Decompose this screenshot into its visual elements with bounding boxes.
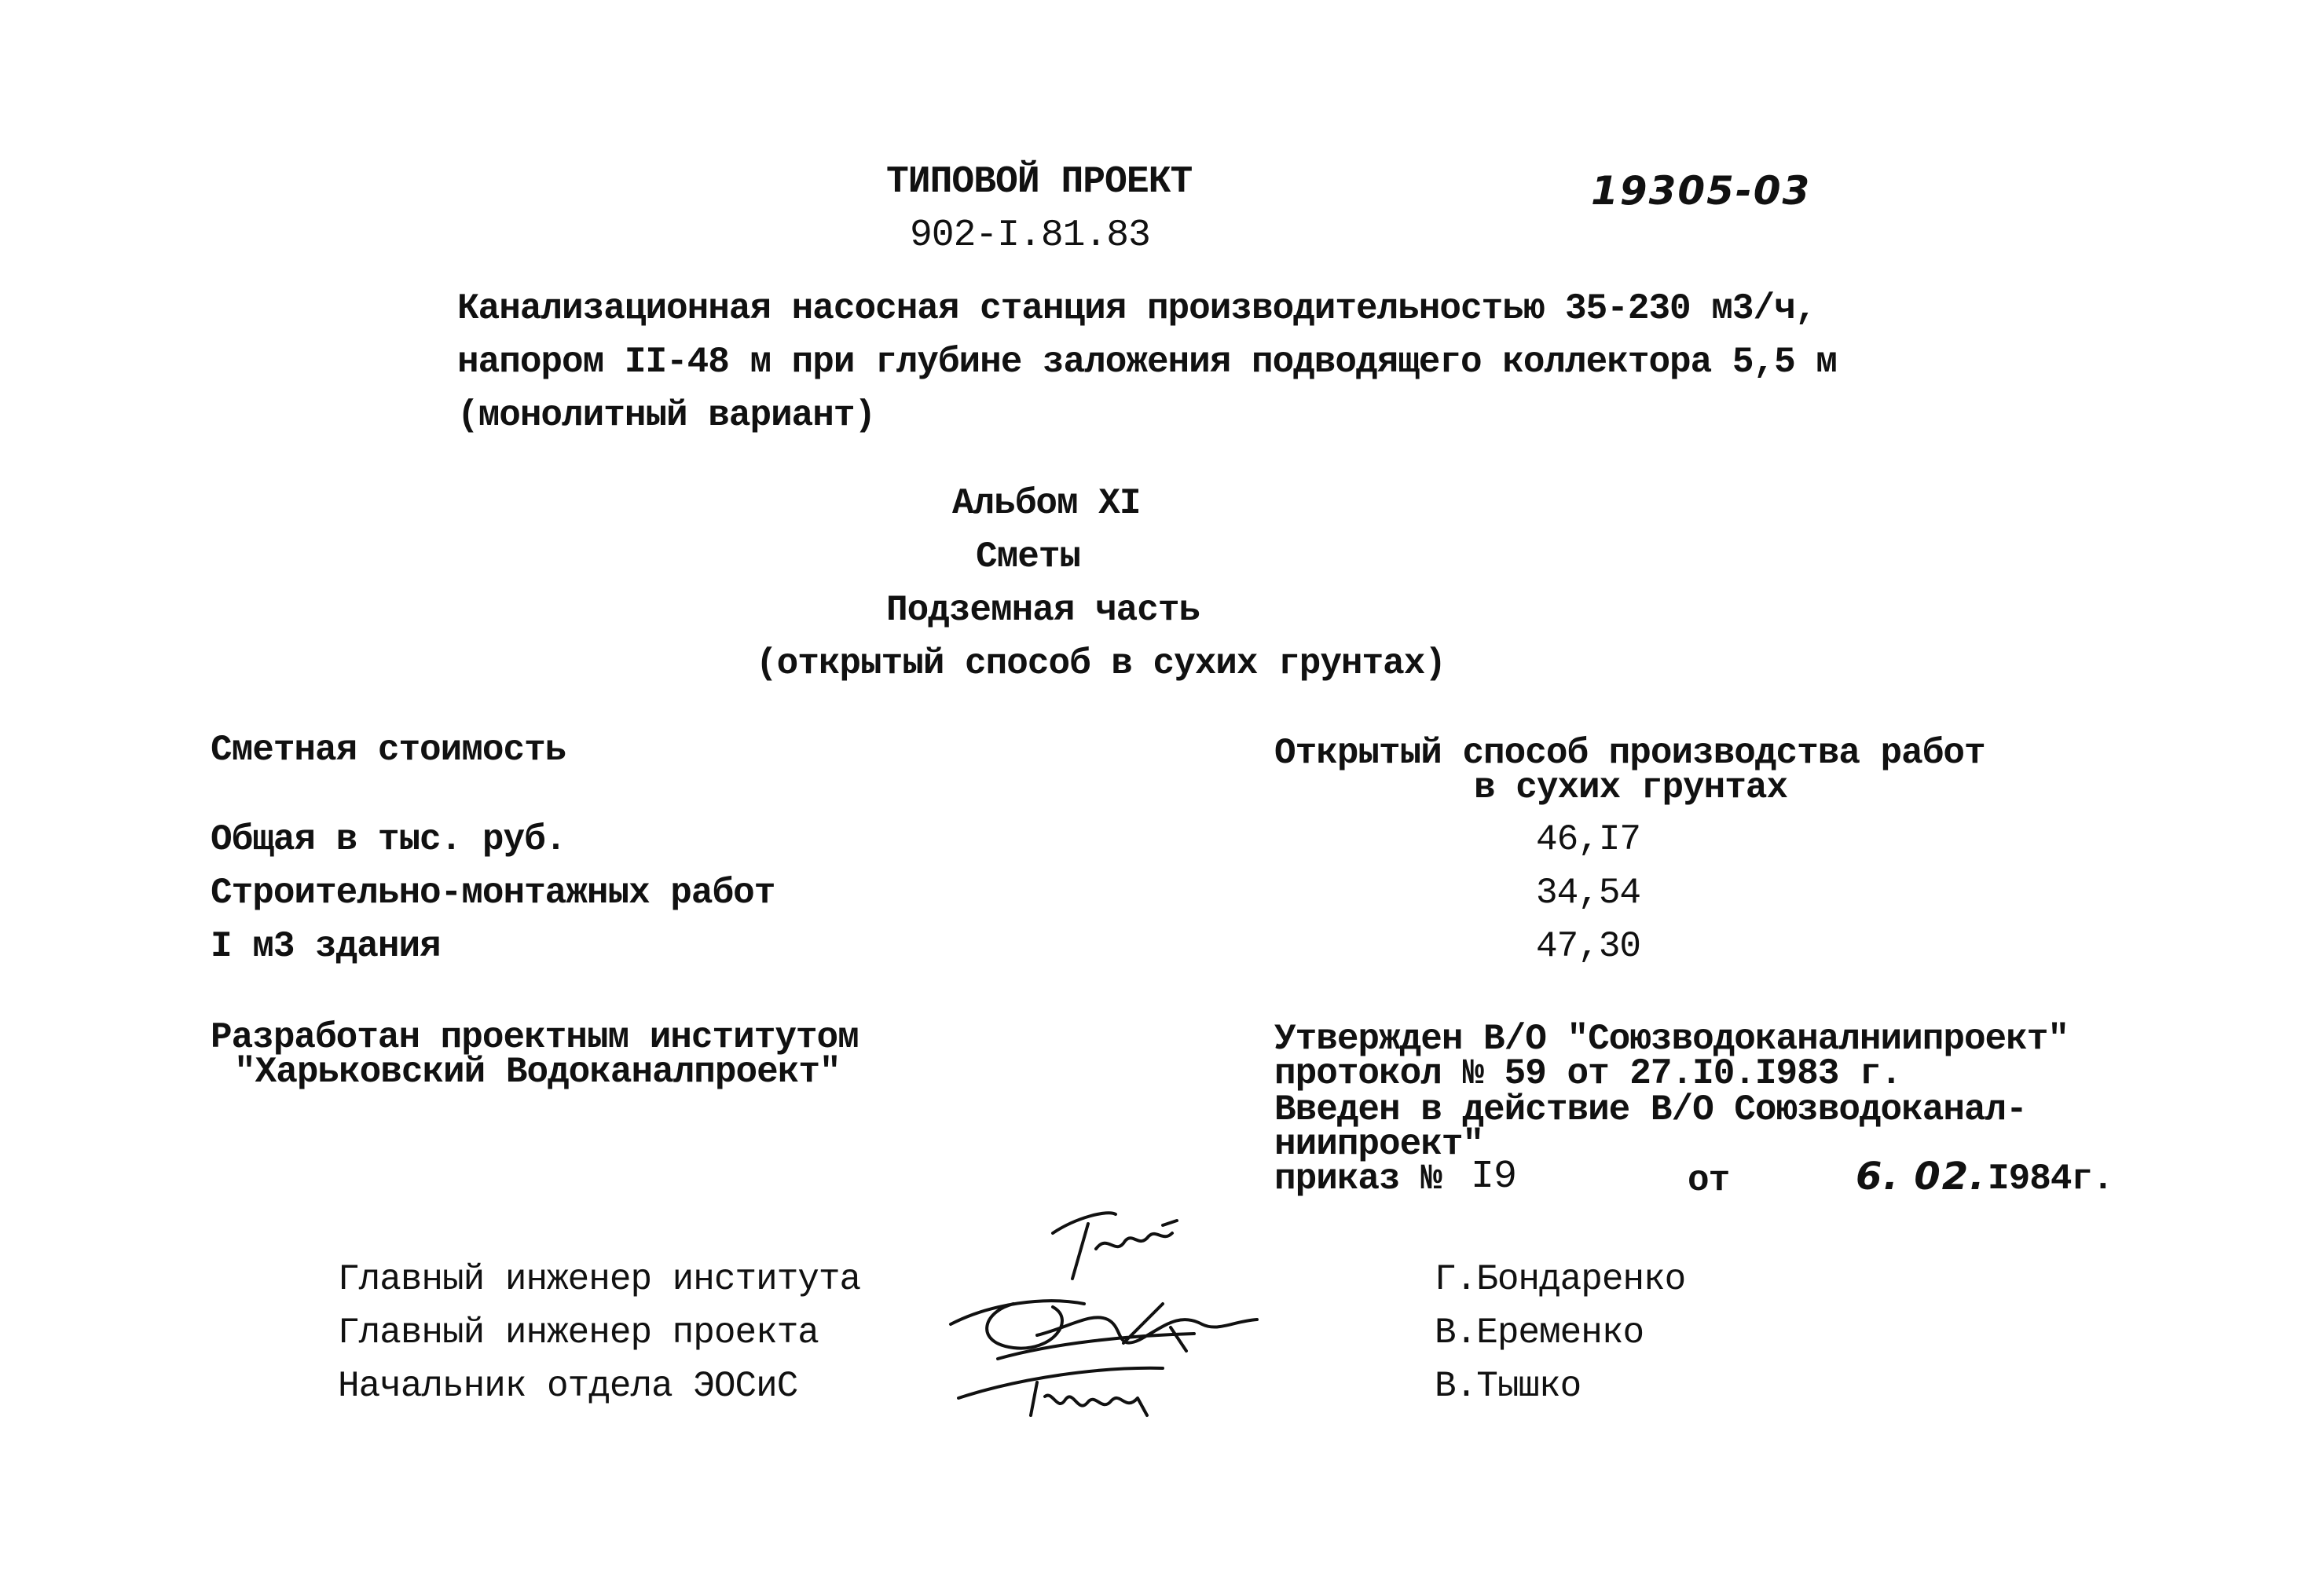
signatory-name: В.Тышко <box>1435 1366 1581 1407</box>
developer-line-1: Разработан проектным институтом <box>211 1017 859 1058</box>
order-from-label: от <box>1688 1160 1730 1201</box>
order-label: приказ № <box>1274 1159 1442 1199</box>
approval-line-3: Введен в действие В/О Союзводоканал- <box>1274 1089 2027 1130</box>
cost-column-heading-1: Открытый способ производства работ <box>1274 733 1985 774</box>
album-number: Альбом XI <box>952 483 1141 524</box>
album-part: Подземная часть <box>886 590 1200 631</box>
signatory-position: Начальник отдела ЭОСиС <box>338 1366 798 1407</box>
developer-line-2: "Харьковский Водоканалпроект" <box>234 1052 841 1093</box>
order-date-year: I984г. <box>1988 1159 2113 1199</box>
approval-line-2: протокол № 59 от 27.I0.I983 г. <box>1274 1053 1902 1094</box>
approval-line-4: ниипроект" <box>1274 1124 1484 1165</box>
title-line-2: напором II-48 м при глубине заложения подводящего коллектора 5,5 м <box>457 342 1837 383</box>
project-type: ТИПОВОЙ ПРОЕКТ <box>886 161 1193 203</box>
project-code: 902-I.81.83 <box>910 214 1150 257</box>
cost-heading: Сметная стоимость <box>211 730 566 771</box>
cost-row-label: Общая в тыс. руб. <box>211 819 566 860</box>
handwritten-signatures <box>927 1186 1288 1437</box>
signatory-name: Г.Бондаренко <box>1435 1259 1686 1300</box>
cost-column-heading-2: в сухих грунтах <box>1474 767 1788 808</box>
album-section: Сметы <box>976 536 1081 577</box>
album-method: (открытый способ в сухих грунтах) <box>756 643 1446 684</box>
signature-bottom <box>958 1368 1163 1415</box>
cost-row-value: 34,54 <box>1536 873 1641 913</box>
title-line-1: Канализационная насосная станция производительностью 35-230 м3/ч, <box>457 288 1816 329</box>
cost-row-label: Строительно-монтажных работ <box>211 873 775 913</box>
signature-top <box>1053 1213 1177 1279</box>
signatory-name: В.Еременко <box>1435 1312 1644 1353</box>
approval-line-1: Утвержден В/О "Союзводоканалниипроект" <box>1274 1019 2069 1060</box>
archive-number: 19305-03 <box>1591 168 1812 214</box>
order-number: I9 <box>1471 1155 1517 1199</box>
signature-middle <box>951 1301 1257 1359</box>
signatory-position: Главный инженер института <box>338 1259 861 1300</box>
cost-row-value: 46,I7 <box>1536 819 1641 860</box>
order-date-handwritten: 6. 02. <box>1856 1155 1986 1199</box>
title-line-3: (монолитный вариант) <box>457 395 876 436</box>
signatory-position: Главный инженер проекта <box>338 1312 819 1353</box>
cost-row-label: I м3 здания <box>211 926 441 967</box>
cost-row-value: 47,30 <box>1536 926 1641 967</box>
